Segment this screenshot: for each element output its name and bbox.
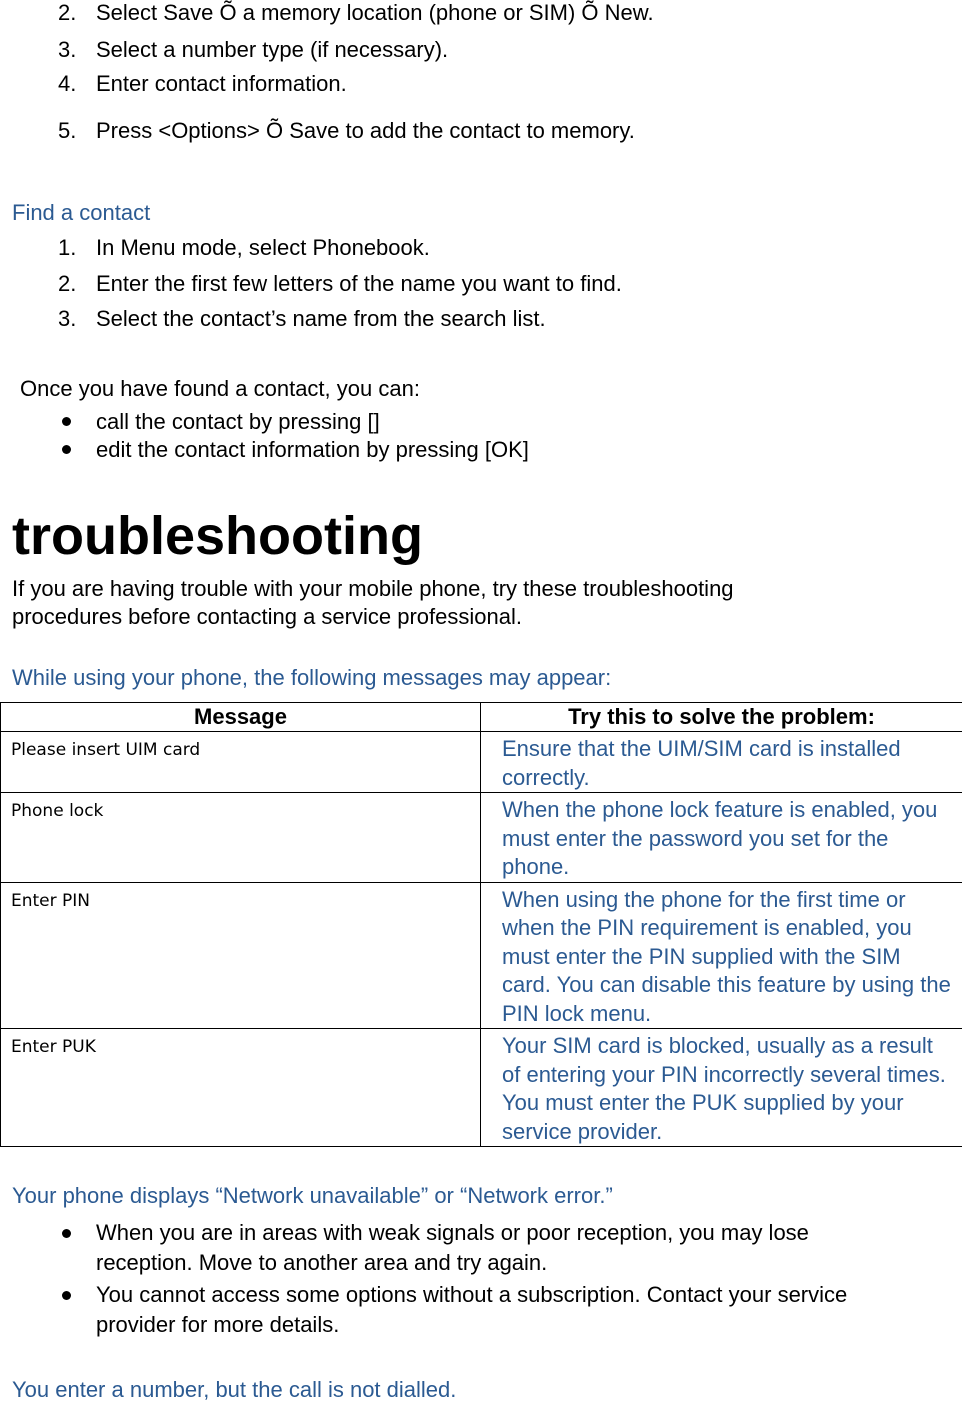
solution-cell: When using the phone for the first time or when the PIN requirement is enabled, you must enter the PIN supplied with the SIM card. You can disable this feature by using the PIN lock menu.	[481, 882, 962, 1029]
table-row	[1, 1029, 962, 1147]
step-item: 2. Enter the first few letters of the name you want to find.	[58, 271, 622, 296]
network-tip-line: When you are in areas with weak signals or poor reception, you may lose	[96, 1220, 809, 1245]
table-header-row	[1, 703, 962, 732]
bullet-icon	[62, 1229, 71, 1238]
table-row	[1, 882, 962, 1029]
network-tip-line: reception. Move to another area and try again.	[96, 1250, 548, 1275]
column-header: Message	[1, 703, 481, 732]
step-item: 1. In Menu mode, select Phonebook.	[58, 235, 430, 260]
contact-option: call the contact by pressing []	[96, 409, 380, 434]
step-item: 5. Press <Options> Õ Save to add the contact to memory.	[58, 118, 635, 143]
solution-cell: When the phone lock feature is enabled, you must enter the password you set for the phone.	[481, 793, 962, 883]
network-heading: Your phone displays “Network unavailable” or “Network error.”	[12, 1183, 613, 1208]
section-title: troubleshooting	[12, 506, 423, 566]
step-item: 3. Select a number type (if necessary).	[58, 37, 449, 62]
message-cell: Enter PUK	[1, 1029, 481, 1147]
step-item: 2. Select Save Õ a memory location (phone or SIM) Õ New.	[58, 0, 654, 25]
network-tip-line: provider for more details.	[96, 1312, 340, 1337]
contact-option: edit the contact information by pressing [OK]	[96, 437, 529, 462]
messages-heading: While using your phone, the following messages may appear:	[12, 665, 612, 690]
intro-line: If you are having trouble with your mobile phone, try these troubleshooting	[12, 576, 734, 601]
column-header: Try this to solve the problem:	[481, 703, 962, 732]
bullet-icon	[62, 445, 71, 454]
message-cell: Please insert UIM card	[1, 732, 481, 793]
table-row	[1, 793, 962, 883]
message-cell: Phone lock	[1, 793, 481, 883]
messages-table	[0, 702, 962, 1147]
message-cell: Enter PIN	[1, 882, 481, 1029]
intro-line: procedures before contacting a service professional.	[12, 604, 522, 629]
solution-cell: Ensure that the UIM/SIM card is installed correctly.	[481, 732, 962, 793]
not-dialled-heading: You enter a number, but the call is not dialled.	[12, 1377, 457, 1402]
step-item: 3. Select the contact’s name from the search list.	[58, 306, 546, 331]
bullet-icon	[62, 1291, 71, 1300]
network-tip-line: You cannot access some options without a subscription. Contact your service	[96, 1282, 848, 1307]
contact-options-intro: Once you have found a contact, you can:	[20, 376, 420, 401]
step-item: 4. Enter contact information.	[58, 71, 347, 96]
find-contact-heading: Find a contact	[12, 200, 151, 225]
solution-cell: Your SIM card is blocked, usually as a result of entering your PIN incorrectly several times. You must enter the PUK supplied by your service provider.	[481, 1029, 962, 1147]
bullet-icon	[62, 417, 71, 426]
table-row	[1, 732, 962, 793]
